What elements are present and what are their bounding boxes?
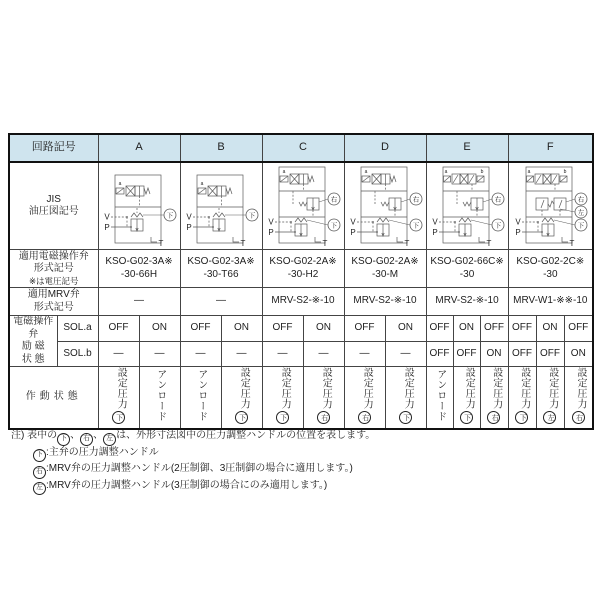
row-label-sol-b: SOL.b (57, 341, 98, 367)
jis-diagram-cell-D (344, 162, 426, 250)
row-label-model: 適用電磁操作弁 形式記号 ※は電圧記号 (9, 250, 98, 288)
note-item-2: 左 :MRV弁の圧力調整ハンドル(3圧制御の場合にのみ適用します。) (33, 479, 375, 496)
circled-handle-marker: 左 (543, 411, 556, 424)
sol-b-F-0: OFF (508, 341, 536, 367)
header-col-A: A (98, 134, 180, 162)
state-text: 設定圧力下 (399, 367, 413, 424)
circled-handle-marker: 右 (358, 411, 371, 424)
state-text: 設定圧力右 (487, 367, 501, 424)
jis-diagram-cell-C (262, 162, 344, 250)
circled-handle-marker: 下 (112, 411, 125, 424)
sol-a-E-1: ON (453, 316, 480, 342)
state-cell-C-0 (262, 367, 303, 430)
note-intro: 注) 表中の 下 、 右 、 左 は、外形寸法図中の圧力調整ハンドルの位置を表します。 (11, 429, 375, 446)
svg-text:b: b (563, 169, 567, 175)
spec-table (8, 133, 594, 430)
svg-text:右: 右 (412, 196, 420, 204)
circled-handle-marker: 右 (317, 411, 330, 424)
jis-diagram-cell-E (426, 162, 508, 250)
header-col-C: C (262, 134, 344, 162)
jis-diagram-B (181, 163, 261, 249)
circled-handle-marker: 下 (57, 433, 70, 446)
sol-b-B-0: ― (180, 341, 221, 367)
row-label-sol-group: 電磁操作弁 励 磁 状 態 (9, 316, 57, 367)
state-text: 設定圧力左 (543, 367, 557, 424)
svg-text:下: 下 (578, 222, 585, 230)
state-cell-B-1 (221, 367, 262, 430)
mrv-cell-D: MRV-S2-※-10 (344, 288, 426, 316)
sol-b-E-0: OFF (426, 341, 453, 367)
sol-b-D-1: ― (385, 341, 426, 367)
sol-b-C-0: ― (262, 341, 303, 367)
svg-text:P: P (268, 228, 274, 237)
svg-text:V: V (432, 217, 438, 227)
state-text: 設定圧力下 (515, 367, 529, 424)
sol-b-F-1: OFF (536, 341, 564, 367)
sol-a-F-1: ON (536, 316, 564, 342)
svg-text:下: 下 (494, 222, 502, 230)
svg-text:V: V (350, 217, 356, 227)
svg-text:a: a (364, 169, 368, 175)
state-cell-E-1 (453, 367, 480, 430)
state-text: アンロード (154, 369, 166, 422)
svg-text:T: T (486, 239, 492, 248)
state-cell-D-1 (385, 367, 426, 430)
state-cell-A-1 (139, 367, 180, 430)
svg-text:右: 右 (578, 196, 585, 204)
sol-a-D-0: OFF (344, 316, 385, 342)
state-cell-F-1 (536, 367, 564, 430)
model-cell-C: KSO-G02-2A※ -30-H2 (262, 250, 344, 288)
state-text: 設定圧力下 (276, 367, 290, 424)
header-col-F: F (508, 134, 593, 162)
state-text: 設定圧力右 (317, 367, 331, 424)
circled-handle-marker: 左 (103, 433, 116, 446)
state-cell-C-1 (303, 367, 344, 430)
jis-diagram-F (510, 163, 590, 249)
state-cell-D-0 (344, 367, 385, 430)
model-cell-D: KSO-G02-2A※ -30-M (344, 250, 426, 288)
state-text: アンロード (434, 369, 446, 422)
jis-diagram-cell-A (98, 162, 180, 250)
circled-handle-marker: 右 (572, 411, 585, 424)
state-text: 設定圧力下 (235, 367, 249, 424)
sol-b-A-1: ― (139, 341, 180, 367)
svg-text:P: P (350, 228, 356, 237)
sol-a-D-1: ON (385, 316, 426, 342)
jis-diagram-cell-B (180, 162, 262, 250)
svg-text:V: V (515, 217, 521, 227)
svg-text:P: P (186, 223, 192, 232)
svg-text:T: T (569, 239, 575, 248)
circled-handle-marker: 右 (33, 466, 46, 479)
sol-a-F-0: OFF (508, 316, 536, 342)
svg-text:a: a (444, 169, 448, 175)
sol-b-B-1: ― (221, 341, 262, 367)
state-text: 設定圧力右 (572, 367, 586, 424)
mrv-cell-F: MRV-W1-※※-10 (508, 288, 593, 316)
svg-text:V: V (268, 217, 274, 227)
svg-text:T: T (240, 239, 246, 248)
state-text: 設定圧力下 (112, 367, 126, 424)
state-cell-A-0 (98, 367, 139, 430)
state-text: 設定圧力下 (460, 367, 474, 424)
svg-text:下: 下 (330, 222, 338, 230)
svg-text:下: 下 (412, 222, 420, 230)
sol-a-B-0: OFF (180, 316, 221, 342)
jis-diagram-cell-F (508, 162, 593, 250)
note-item-0: 下 :主弁の圧力調整ハンドル (33, 446, 375, 463)
header-col-B: B (180, 134, 262, 162)
model-cell-E: KSO-G02-66C※ -30 (426, 250, 508, 288)
circled-handle-marker: 下 (399, 411, 412, 424)
sol-b-C-1: ― (303, 341, 344, 367)
sol-a-E-2: OFF (480, 316, 508, 342)
circled-handle-marker: 下 (235, 411, 248, 424)
svg-text:T: T (404, 239, 410, 248)
sol-b-E-1: OFF (453, 341, 480, 367)
svg-text:右: 右 (494, 196, 502, 204)
row-label-mrv: 適用MRV弁 形式記号 (9, 288, 98, 316)
svg-text:a: a (118, 181, 122, 187)
mrv-cell-B: ― (180, 288, 262, 316)
notes (11, 429, 375, 495)
svg-text:a: a (200, 181, 204, 187)
state-text: アンロード (195, 369, 207, 422)
circled-handle-marker: 下 (515, 411, 528, 424)
sol-a-E-0: OFF (426, 316, 453, 342)
model-cell-F: KSO-G02-2C※ -30 (508, 250, 593, 288)
sol-a-A-0: OFF (98, 316, 139, 342)
sol-a-C-1: ON (303, 316, 344, 342)
svg-text:左: 左 (578, 209, 585, 217)
svg-text:P: P (104, 223, 110, 232)
svg-text:b: b (480, 169, 484, 175)
sol-b-E-2: ON (480, 341, 508, 367)
note-item-1: 右 :MRV弁の圧力調整ハンドル(2圧制御、3圧制御の場合に適用します。) (33, 462, 375, 479)
circled-handle-marker: 左 (33, 482, 46, 495)
sol-a-F-2: OFF (564, 316, 593, 342)
mrv-cell-A: ― (98, 288, 180, 316)
svg-text:a: a (282, 169, 286, 175)
sol-a-C-0: OFF (262, 316, 303, 342)
jis-diagram-D (345, 163, 425, 249)
row-label-state: 作動状態 (9, 367, 98, 430)
sol-a-A-1: ON (139, 316, 180, 342)
mrv-cell-C: MRV-S2-※-10 (262, 288, 344, 316)
svg-text:V: V (104, 212, 110, 222)
model-cell-B: KSO-G02-3A※ -30-T66 (180, 250, 262, 288)
state-cell-B-0 (180, 367, 221, 430)
svg-text:右: 右 (330, 196, 338, 204)
svg-text:P: P (432, 228, 438, 237)
model-cell-A: KSO-G02-3A※ -30-66H (98, 250, 180, 288)
svg-text:a: a (527, 169, 531, 175)
row-label-sol-a: SOL.a (57, 316, 98, 342)
svg-text:T: T (158, 239, 164, 248)
circled-handle-marker: 下 (460, 411, 473, 424)
svg-text:P: P (515, 228, 521, 237)
state-cell-F-2 (564, 367, 593, 430)
circled-handle-marker: 下 (33, 449, 46, 462)
svg-text:下: 下 (248, 212, 256, 220)
jis-diagram-A (99, 163, 179, 249)
circled-handle-marker: 右 (80, 433, 93, 446)
svg-text:T: T (322, 239, 328, 248)
state-cell-E-2 (480, 367, 508, 430)
mrv-cell-E: MRV-S2-※-10 (426, 288, 508, 316)
sol-a-B-1: ON (221, 316, 262, 342)
jis-diagram-E (427, 163, 507, 249)
circled-handle-marker: 下 (276, 411, 289, 424)
svg-text:V: V (186, 212, 192, 222)
sol-b-D-0: ― (344, 341, 385, 367)
svg-text:下: 下 (166, 212, 174, 220)
header-circuit-symbol: 回路記号 (9, 134, 98, 162)
header-col-E: E (426, 134, 508, 162)
sol-b-F-2: ON (564, 341, 593, 367)
state-cell-E-0 (426, 367, 453, 430)
row-label-jis: JIS 油圧図記号 (9, 162, 98, 250)
circled-handle-marker: 右 (487, 411, 500, 424)
state-cell-F-0 (508, 367, 536, 430)
jis-diagram-C (263, 163, 343, 249)
sol-b-A-0: ― (98, 341, 139, 367)
state-text: 設定圧力右 (358, 367, 372, 424)
header-col-D: D (344, 134, 426, 162)
